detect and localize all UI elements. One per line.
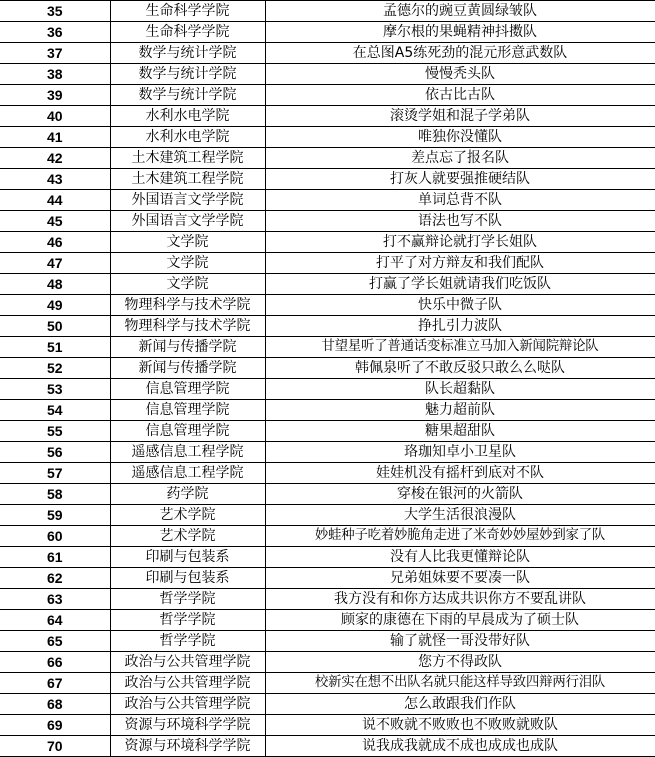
team-name-cell: 穿梭在银河的火箭队 [265,484,655,505]
school-name-cell: 信息管理学院 [110,400,265,421]
row-number-cell: 64 [0,610,110,631]
school-name-cell: 信息管理学院 [110,379,265,400]
table-row [0,274,655,295]
team-name-cell: 挣扎引力波队 [265,316,655,337]
table-row [0,421,655,442]
row-number-cell: 61 [0,547,110,568]
table-row [0,526,655,547]
school-name-cell: 文学院 [110,253,265,274]
row-number-cell: 62 [0,568,110,589]
row-number-cell: 63 [0,589,110,610]
team-name-cell: 语法也写不队 [265,211,655,232]
row-number-cell: 47 [0,253,110,274]
table-row [0,232,655,253]
row-number-cell: 70 [0,736,110,757]
table-row [0,652,655,673]
table-row [0,547,655,568]
school-name-cell: 药学院 [110,484,265,505]
table-row [0,253,655,274]
school-name-cell: 哲学学院 [110,610,265,631]
team-name-cell: 打不赢辩论就打学长姐队 [265,232,655,253]
team-name-cell: 单词总背不队 [265,190,655,211]
school-name-cell: 政治与公共管理学院 [110,652,265,673]
team-name-cell: 妙蛙种子吃着妙脆角走进了米奇妙妙屋妙到家了队 [265,526,655,547]
row-number-cell: 65 [0,631,110,652]
team-name-cell: 大学生活很浪漫队 [265,505,655,526]
team-name-cell: 没有人比我更懂辩论队 [265,547,655,568]
row-number-cell: 54 [0,400,110,421]
row-number-cell: 60 [0,526,110,547]
school-name-cell: 艺术学院 [110,526,265,547]
row-number-cell: 36 [0,22,110,43]
team-name-cell: 输了就怪一哥没带好队 [265,631,655,652]
table-row [0,127,655,148]
row-number-cell: 43 [0,169,110,190]
row-number-cell: 52 [0,358,110,379]
table-row [0,694,655,715]
table-row [0,211,655,232]
table-row [0,610,655,631]
table-row [0,190,655,211]
row-number-cell: 42 [0,148,110,169]
school-name-cell: 土木建筑工程学院 [110,169,265,190]
table-row [0,169,655,190]
team-name-cell: 怎么敢跟我们作队 [265,694,655,715]
table-row [0,505,655,526]
row-number-cell: 48 [0,274,110,295]
row-number-cell: 37 [0,43,110,64]
table-row [0,379,655,400]
team-name-cell: 甘望星听了普通话变标准立马加入新闻院辩论队 [265,337,655,358]
school-name-cell: 物理科学与技术学院 [110,295,265,316]
table-row [0,484,655,505]
team-name-cell: 唯独你没懂队 [265,127,655,148]
school-name-cell: 外国语言文学学院 [110,211,265,232]
table-row [0,43,655,64]
row-number-cell: 49 [0,295,110,316]
row-number-cell: 50 [0,316,110,337]
team-name-cell: 娃娃机没有摇杆到底对不队 [265,463,655,484]
row-number-cell: 69 [0,715,110,736]
row-number-cell: 57 [0,463,110,484]
team-name-cell: 珞珈知卓小卫星队 [265,442,655,463]
school-name-cell: 印刷与包装系 [110,568,265,589]
school-name-cell: 土木建筑工程学院 [110,148,265,169]
table-row [0,148,655,169]
row-number-cell: 35 [0,1,110,22]
team-name-cell: 说不败就不败败也不败败就败队 [265,715,655,736]
school-name-cell: 新闻与传播学院 [110,337,265,358]
team-name-cell: 兄弟姐妹要不要凑一队 [265,568,655,589]
school-name-cell: 生命科学学院 [110,22,265,43]
school-name-cell: 水利水电学院 [110,106,265,127]
table-row [0,85,655,106]
school-name-cell: 数学与统计学院 [110,43,265,64]
row-number-cell: 53 [0,379,110,400]
row-number-cell: 38 [0,64,110,85]
row-number-cell: 44 [0,190,110,211]
team-name-cell: 打灰人就要强推硬结队 [265,169,655,190]
team-name-cell: 滚烫学姐和混子学弟队 [265,106,655,127]
school-name-cell: 政治与公共管理学院 [110,694,265,715]
row-number-cell: 55 [0,421,110,442]
table-body [0,1,655,757]
team-name-cell: 快乐中微子队 [265,295,655,316]
school-name-cell: 资源与环境科学学院 [110,715,265,736]
school-name-cell: 数学与统计学院 [110,85,265,106]
team-name-cell: 差点忘了报名队 [265,148,655,169]
team-name-cell: 慢慢秃头队 [265,64,655,85]
table-row [0,106,655,127]
school-name-cell: 印刷与包装系 [110,547,265,568]
team-name-cell: 摩尔根的果蝇精神抖擞队 [265,22,655,43]
team-name-cell: 孟德尔的豌豆黄圆绿皱队 [265,1,655,22]
row-number-cell: 58 [0,484,110,505]
school-name-cell: 资源与环境科学学院 [110,736,265,757]
table-row [0,463,655,484]
table-row [0,715,655,736]
row-number-cell: 41 [0,127,110,148]
school-name-cell: 新闻与传播学院 [110,358,265,379]
team-name-cell: 魅力超前队 [265,400,655,421]
row-number-cell: 51 [0,337,110,358]
table-row [0,316,655,337]
school-name-cell: 外国语言文学学院 [110,190,265,211]
table-row [0,295,655,316]
team-name-cell: 校新实在想不出队名就只能这样导致四辩两行泪队 [265,673,655,694]
row-number-cell: 68 [0,694,110,715]
row-number-cell: 46 [0,232,110,253]
row-number-cell: 67 [0,673,110,694]
table-row [0,400,655,421]
school-name-cell: 水利水电学院 [110,127,265,148]
row-number-cell: 56 [0,442,110,463]
school-name-cell: 哲学学院 [110,631,265,652]
team-name-cell: 依古比古队 [265,85,655,106]
table-row [0,337,655,358]
row-number-cell: 39 [0,85,110,106]
team-name-cell: 顾家的康德在下雨的早晨成为了硕士队 [265,610,655,631]
school-name-cell: 信息管理学院 [110,421,265,442]
school-name-cell: 生命科学学院 [110,1,265,22]
school-name-cell: 文学院 [110,274,265,295]
school-name-cell: 政治与公共管理学院 [110,673,265,694]
school-name-cell: 物理科学与技术学院 [110,316,265,337]
row-number-cell: 40 [0,106,110,127]
team-name-cell: 打平了对方辩友和我们配队 [265,253,655,274]
team-name-cell: 说我成我就成不成也成成也成队 [265,736,655,757]
team-name-cell: 您方不得政队 [265,652,655,673]
table-row [0,736,655,757]
school-name-cell: 数学与统计学院 [110,64,265,85]
table-row [0,358,655,379]
table-row [0,64,655,85]
school-name-cell: 文学院 [110,232,265,253]
table-row [0,673,655,694]
team-name-cell: 韩佩泉听了不敢反驳只敢么么哒队 [265,358,655,379]
watermark [643,703,647,717]
table-row [0,568,655,589]
table-row [0,631,655,652]
row-number-cell: 66 [0,652,110,673]
team-name-cell: 在总图A5练死劲的混元形意武数队 [265,43,655,64]
school-name-cell: 遥感信息工程学院 [110,463,265,484]
school-name-cell: 艺术学院 [110,505,265,526]
team-name-cell: 糖果超甜队 [265,421,655,442]
table-row [0,442,655,463]
team-name-cell: 队长超黏队 [265,379,655,400]
school-name-cell: 哲学学院 [110,589,265,610]
school-name-cell: 遥感信息工程学院 [110,442,265,463]
team-name-cell: 我方没有和你方达成共识你方不要乱讲队 [265,589,655,610]
team-name-cell: 打赢了学长姐就请我们吃饭队 [265,274,655,295]
row-number-cell: 45 [0,211,110,232]
table-row [0,589,655,610]
table-row [0,22,655,43]
row-number-cell: 59 [0,505,110,526]
table-row [0,1,655,22]
